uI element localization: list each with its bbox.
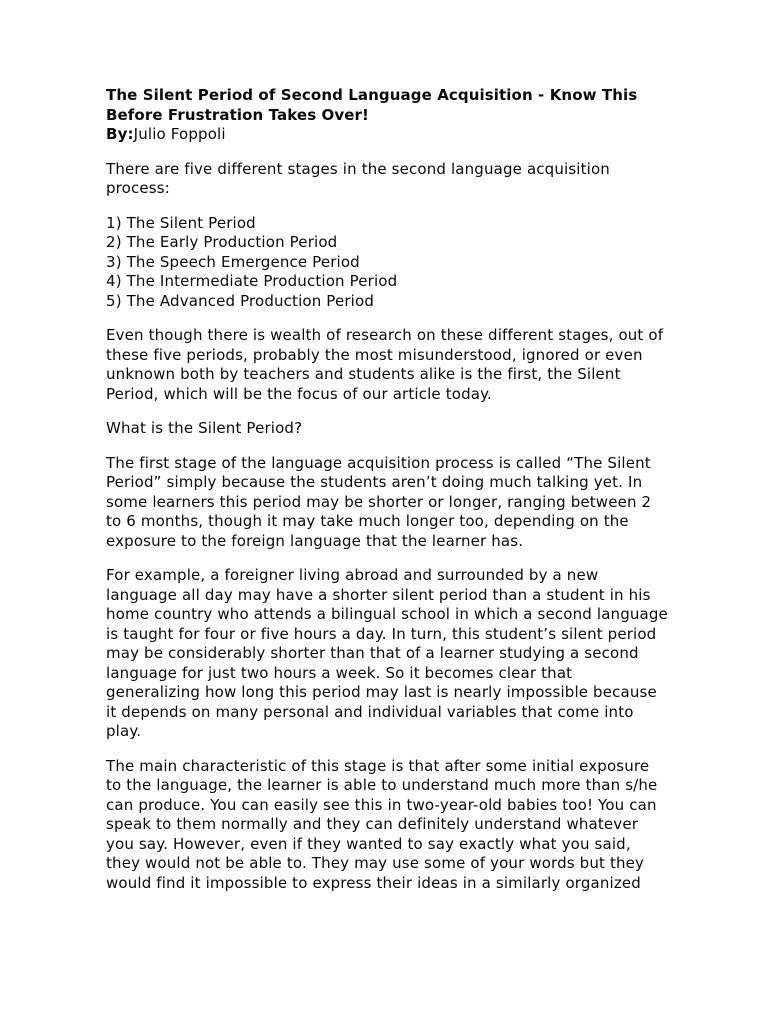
- article-title-line-2: Before Frustration Takes Over!: [106, 105, 369, 124]
- document-content: [106, 86, 706, 893]
- text-line: Period” simply because the students aren’t doing much talking yet. In: [106, 473, 643, 491]
- paragraph: [106, 757, 706, 894]
- text-line: to 6 months, though it may take much longer too, depending on the: [106, 512, 629, 530]
- paragraph: [106, 326, 706, 404]
- text-line: process:: [106, 179, 170, 197]
- text-line: unknown both by teachers and students alike is the first, the Silent: [106, 365, 621, 383]
- text-line: Even though there is wealth of research on these different stages, out of: [106, 326, 664, 344]
- paragraph: [106, 454, 706, 552]
- list-item: 1) The Silent Period: [106, 213, 256, 232]
- text-line: language all day may have a shorter silent period than a student in his: [106, 585, 651, 604]
- text-line: play.: [106, 722, 142, 740]
- list-item: 5) The Advanced Production Period: [106, 291, 374, 310]
- text-line: these five periods, probably the most misunderstood, ignored or even: [106, 345, 643, 364]
- list-item: 4) The Intermediate Production Period: [106, 272, 398, 290]
- article-body: [106, 160, 706, 894]
- paragraph: [106, 160, 706, 199]
- text-line: is taught for four or five hours a day. In turn, this student’s silent period: [106, 624, 657, 643]
- text-line: some learners this period may be shorter or longer, ranging between 2: [106, 492, 652, 511]
- text-line: exposure to the foreign language that the learner has.: [106, 531, 524, 550]
- byline-label: By:: [106, 125, 134, 143]
- text-line: There are five different stages in the second language acquisition: [106, 159, 610, 178]
- list-item: 2) The Early Production Period: [106, 233, 338, 251]
- text-line: home country who attends a bilingual school in which a second language: [106, 605, 668, 623]
- article-title: [106, 86, 706, 125]
- text-line: What is the Silent Period?: [106, 419, 303, 437]
- text-line: to the language, the learner is able to understand much more than s/he: [106, 776, 658, 794]
- article-title-line-1: The Silent Period of Second Language Acquisition - Know This: [106, 86, 638, 104]
- text-line: can produce. You can easily see this in two-year-old babies too! You can: [106, 795, 657, 814]
- paragraph: [106, 566, 706, 742]
- text-line: you say. However, even if they wanted to say exactly what you said,: [106, 834, 631, 853]
- text-line: Period, which will be the focus of our article today.: [106, 384, 492, 403]
- text-line: speak to them normally and they can definitely understand whatever: [106, 815, 639, 833]
- text-line: generalizing how long this period may last is nearly impossible because: [106, 683, 657, 701]
- list-item: 3) The Speech Emergence Period: [106, 252, 360, 271]
- text-line: it depends on many personal and individual variables that come into: [106, 702, 634, 721]
- text-line: For example, a foreigner living abroad and surrounded by a new: [106, 566, 599, 584]
- text-line: language for just two hours a week. So it becomes clear that: [106, 663, 573, 682]
- text-line: they would not be able to. They may use some of your words but they: [106, 854, 645, 872]
- numbered-list: [106, 214, 706, 312]
- text-line: The main characteristic of this stage is that after some initial exposure: [106, 756, 650, 775]
- byline: [106, 125, 706, 145]
- paragraph: [106, 419, 706, 439]
- byline-author: Julio Foppoli: [133, 125, 226, 143]
- text-line: would find it impossible to express their ideas in a similarly organized: [106, 873, 641, 892]
- text-line: may be considerably shorter than that of a learner studying a second: [106, 644, 639, 662]
- text-line: The first stage of the language acquisition process is called “The Silent: [106, 453, 651, 472]
